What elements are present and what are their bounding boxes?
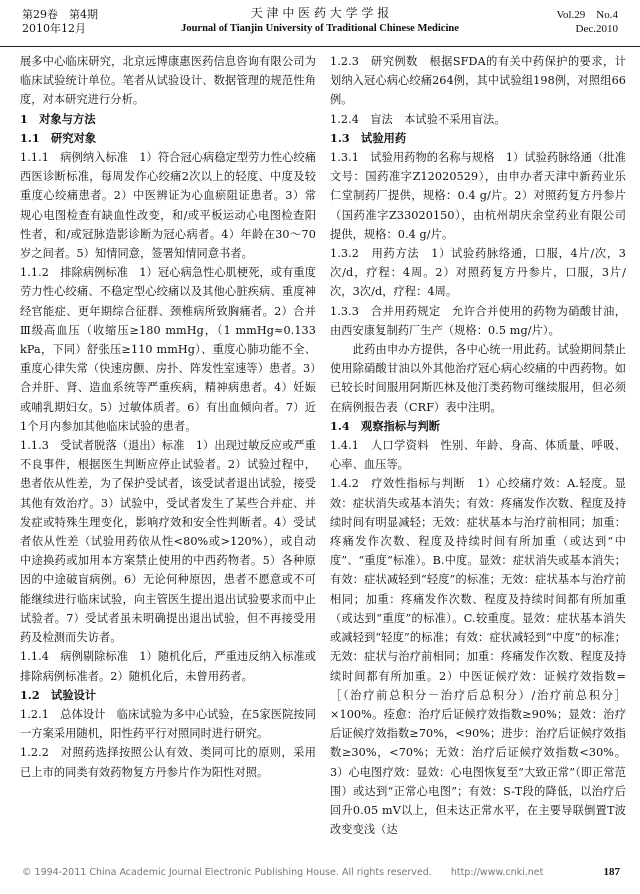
section-heading: 1.2 试验设计 <box>20 687 97 702</box>
paragraph: 1.2.2 对照药选择按照公认有效、类同可比的原则，采用已上市的同类有效药物复方丹参片作为阳性对照。 <box>20 746 316 779</box>
paragraph: 1.1.2 排除病例标准 1）冠心病急性心肌梗死，或有重度劳力性心绞痛、不稳定型心绞痛以及其他心脏疾病、重度神经官能症、更年期综合征群、颈椎病所致胸痛者。2）合并Ⅲ级高血压（收缩压≥180 mmHg，（1 mmHg≈0.133 kPa，下同）舒张压≥110 mmHg）、重度心肺功能不全、重度心律失常（快速房颤、房扑、阵发性室速等）患者。3）合并肝、肾、造血系统等严重疾病，精神病患者。4）妊娠或哺乳期妇女。5）过敏体质者。6）有出血倾向者。7）近1个月内参加其他临床试验的患者。 <box>20 266 316 433</box>
date-en: Dec.2010 <box>575 23 618 35</box>
paragraph: 1.3.2 用药方法 1）试验药脉络通，口服，4片/次，3次/d，疗程：4周。2）对照药复方丹参片，口服，3片/次，3次/d，疗程：4周。 <box>330 247 626 299</box>
paragraph: 此药由申办方提供，各中心统一用此药。试验期间禁止使用除硝酸甘油以外其他治疗冠心病心绞痛的中西药物。如已较长时间服用阿斯匹林及他汀类药物可继续服用，但必须在病例报告表（CRF）表中注明。 <box>330 343 626 414</box>
paragraph: 1.1.3 受试者脱落（退出）标准 1）出现过敏反应或严重不良事件，根据医生判断应停止试验者。2）试验过程中，患者依从性差，为了保护受试者，该受试者退出试验，接受其他有效治疗。3）试验中，受试者发生了某些合并症、并发症或特殊生理变化，影响疗效和安全性判断者。4）受试者依从性差（试验用药依从性<80%或>120%），或自动中途换药或加用本方案禁止使用的中西药物者。5）各种原因的中途破盲病例。6）无论何种原因，患者不愿意或不可能继续进行临床试验，向主管医生提出退出试验要求而中止试验者。7）受试者虽未明确提出退出试验，但不再接受用药及检测而失访者。 <box>20 439 316 645</box>
section-heading: 1.4 观察指标与判断 <box>330 418 441 433</box>
paragraph: 1.1.4 病例剔除标准 1）随机化后，严重违反纳入标准或排除病例标准者。2）随机化后，未曾用药者。 <box>20 650 316 683</box>
journal-title-en: Journal of Tianjin University of Traditional Chinese Medicine <box>181 23 459 34</box>
header-center <box>170 6 470 36</box>
paragraph: 1.2.1 总体设计 临床试验为多中心试验，在5家医院按同一方案采用随机，阳性药平行对照同时进行研究。 <box>20 707 316 741</box>
paragraph: 1.2.3 研究例数 根据SFDA的有关中药保护的要求，计划纳入冠心病心绞痛264例，其中试验组198例，对照组66例。 <box>330 55 626 107</box>
paragraph: 1.2.4 盲法 本试验不采用盲法。 <box>330 112 506 126</box>
left-column <box>20 52 316 782</box>
paragraph: 1.4.1 人口学资料 性别、年龄、身高、体质量、呼吸、心率、血压等。 <box>330 439 626 472</box>
section-heading: 1.3 试验用药 <box>330 130 407 145</box>
copyright-footer: © 1994-2011 China Academic Journal Electronic Publishing House. All rights reserved. http://www.cnki.net <box>22 867 544 878</box>
paragraph: 1.3.1 试验用药物的名称与规格 1）试验药脉络通（批准文号：国药准字Z12020529），由申办者天津中新药业乐仁堂制药厂提供，规格：0.4 g/片。2）对照药复方丹参片（国药准字Z33020150），由杭州胡庆余堂药业有限公司提供，规格：0.4 g/片。 <box>330 151 626 241</box>
paragraph: 1.1.1 病例纳入标准 1）符合冠心病稳定型劳力性心绞痛西医诊断标准，每周发作心绞痛2次以上的轻度、中度及较重度心绞痛患者。2）中医辨证为心血瘀阻证患者。3）常规心电图检查有缺血性改变，和/或平板运动心电图检查阳性者，和/或冠脉造影诊断为冠心病者。4）年龄在30～70岁之间者。5）知情同意，签署知情同意书者。 <box>20 151 316 261</box>
right-column <box>330 52 626 839</box>
page-header <box>0 0 640 47</box>
header-left <box>22 8 98 36</box>
paragraph: 1.3.3 合并用药规定 允许合并使用的药物为硝酸甘油，由西安康复制药厂生产（规格：0.5 mg/片）。 <box>330 304 626 337</box>
header-right <box>556 8 618 36</box>
page-number: 187 <box>603 866 620 878</box>
volume-issue-en: Vol.29 No.4 <box>556 9 618 21</box>
date-cn: 2010年12月 <box>22 22 86 35</box>
section-heading: 1 对象与方法 <box>20 111 96 126</box>
paragraph: 展多中心临床研究，北京远博康惠医药信息咨询有限公司为临床试验统计单位。笔者从试验设计、数据管理的规范性角度，对本研究进行分析。 <box>20 55 316 107</box>
volume-issue-cn: 第29卷 第4期 <box>22 8 98 21</box>
section-heading: 1.1 研究对象 <box>20 130 97 145</box>
journal-title-cn: 天 津 中 医 药 大 学 学 报 <box>250 6 390 20</box>
paragraph: 1.4.2 疗效性指标与判断 1）心绞痛疗效：A.轻度。显效：症状消失或基本消失；有效：疼痛发作次数、程度及持续时间有明显减轻；无效：症状基本与治疗前相同；加重：疼痛发作次数、程度及持续时间有所加重（或达到“中度”、“重度”标准）。B.中度。显效：症状消失或基本消失；有效：症状减轻到“轻度”的标准；无效：症状基本与治疗前相同；加重：疼痛发作次数、程度及持续时间都有所加重（或达到“重度”的标准）。C.较重度。显效：症状基本消失或减轻到“轻度”的标准；有效：症状减轻到“中度”的标准；无效：症状与治疗前相同；加重：疼痛发作次数、程度及持续时间都有所加重。2）中医证候疗效：证候疗效指数=［（治疗前总积分－治疗后总积分）/治疗前总积分］×100%。痊愈：治疗后证候疗效指数≥90%；显效：治疗后证候疗效指数≥70%，<90%；进步：治疗后证候疗效指数≥30%，<70%；无效：治疗后证候疗效指数<30%。3）心电图疗效：显效：心电图恢复至“大致正常”（即正常范围）或达到“正常心电图”；有效：S-T段的降低，以治疗后回升0.05 mV以上，但未达正常水平，在主要导联倒置T波改变变浅（达 <box>330 477 626 837</box>
